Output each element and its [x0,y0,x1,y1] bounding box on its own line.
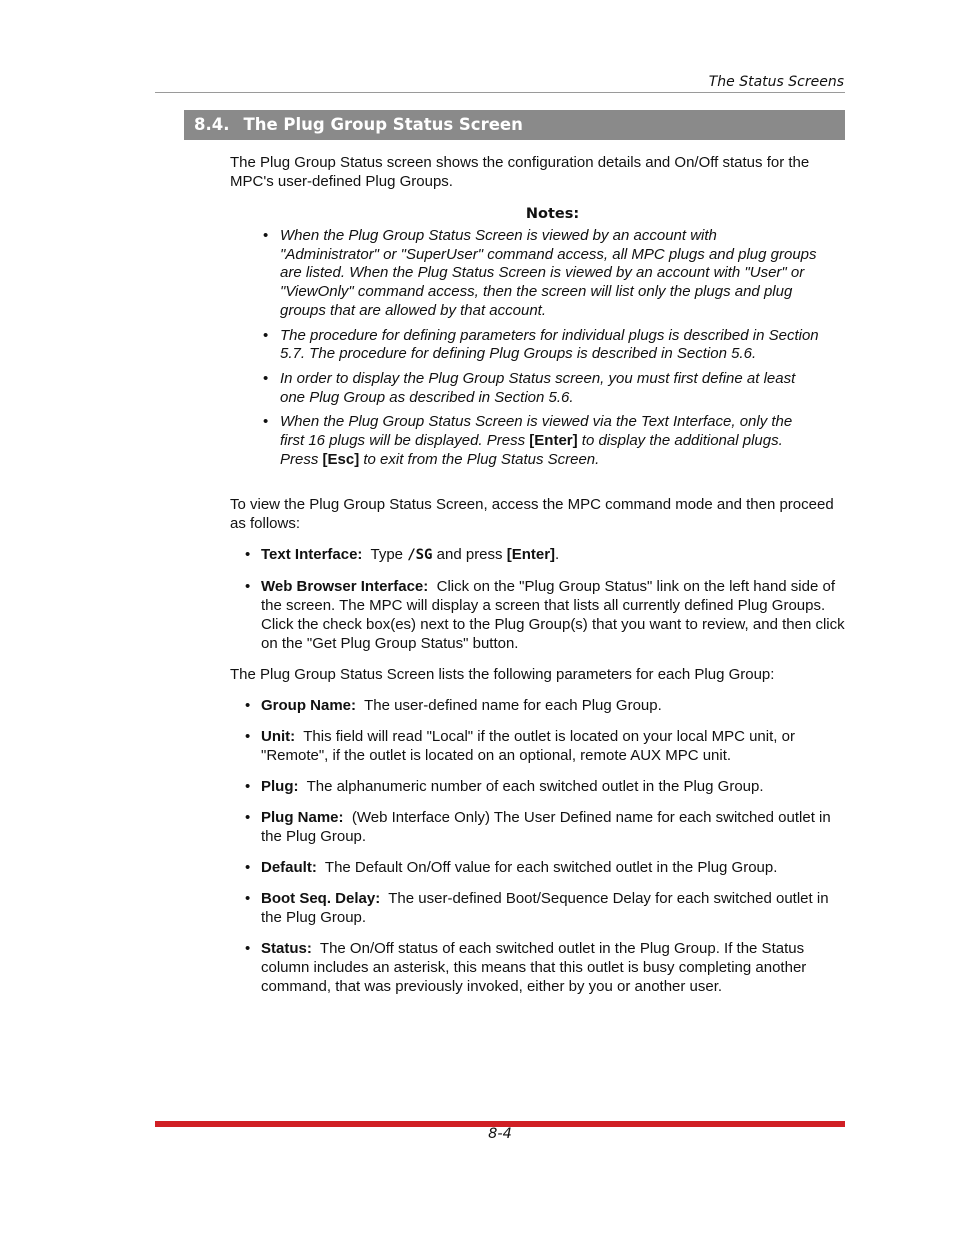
note-text: to exit from the Plug Status Screen. [359,450,600,468]
parameter-label: Group Name: [261,697,357,715]
parameter-description: The user-defined Boot/Sequence Delay for each switched outlet in the Plug Group. [261,890,829,927]
parameter-label: Plug: [261,778,299,796]
parameter-label: Default: [261,859,317,877]
step-text: Click on the "Plug Group Status" link on the left hand side of the screen. The MPC will display a screen that lists all currently defined Plug Groups. Click the check box(es) next to the Plug Group(s) that you want to review, and then click on the "Get Plug Group Status" button. [261,578,845,653]
parameter-description: The alphanumeric number of each switched outlet in the Plug Group. [306,778,764,796]
parameter-description: The user-defined name for each Plug Group. [364,697,662,715]
note-item: • The procedure for defining parameters for individual plugs is described in Section 5.7. The procedure for defining Plug Groups is described in Section 5.6. [280,327,820,364]
parameter-item [261,858,845,877]
step-text: . [555,546,560,564]
note-item: • In order to display the Plug Group Status screen, you must first define at least one Plug Group as described in Section 5.6. [280,370,820,407]
parameter-description: This field will read "Local" if the outlet is located on your local MPC unit, or "Remote", if the outlet is located on an optional, remote AUX MPC unit. [261,728,795,765]
parameter-item [261,889,845,927]
parameter-label: Unit: [261,728,296,746]
parameter-description: (Web Interface Only) The User Defined name for each switched outlet in the Plug Group. [261,809,831,846]
parameter-item [261,939,845,996]
running-header: The Status Screens [708,74,844,90]
note-item [280,413,820,469]
step-text: Type [370,546,408,564]
parameter-description: The Default On/Off value for each switched outlet in the Plug Group. [324,859,778,877]
parameter-item [261,727,845,765]
section-number: 8.4. [194,115,230,134]
page-number: 8-4 [488,1126,512,1142]
notes-heading-colon: : [573,206,580,222]
section-heading [184,110,845,140]
parameter-label: Status: [261,940,312,958]
procedure-intro: To view the Plug Group Status Screen, access the MPC command mode and then proceed as follows: [230,496,834,533]
command-text: /SG [407,547,433,564]
step-label: Web Browser Interface: [261,578,429,596]
enter-key-label: [Enter] [506,546,556,564]
steps-list [230,545,845,653]
parameter-item [261,808,845,846]
step-web-interface [261,577,845,653]
parameter-item [261,777,845,796]
notes-heading [230,205,845,224]
parameter-label: Plug Name: [261,809,344,827]
intro-paragraph: The Plug Group Status screen shows the configuration details and On/Off status for the MPC's user-defined Plug Groups. [230,154,810,190]
step-label: Text Interface: [261,546,363,564]
notes-heading-label: Notes [525,206,574,222]
enter-key-label: [Enter] [529,432,578,450]
esc-key-label: [Esc] [322,450,360,468]
parameters-list [230,696,845,996]
notes-list [230,227,820,469]
header-divider [155,92,845,93]
parameter-item [261,696,845,715]
note-text: When the Plug Group Status Screen is viewed via the Text Interface, only the first 16 plugs will be displayed. Press [280,413,793,450]
parameter-label: Boot Seq. Delay: [261,890,381,908]
note-item: • When the Plug Group Status Screen is viewed by an account with "Administrator" or "SuperUser" command access, all MPC plugs and plug groups are listed. When the Plug Status Screen is viewed by an account with "User" or "ViewOnly" command access, then the screen will list only the plugs and plug groups that are allowed by that account. [280,227,820,321]
step-text-interface [261,545,845,565]
section-title: The Plug Group Status Screen [243,115,523,134]
parameter-description: The On/Off status of each switched outlet in the Plug Group. If the Status column includes an asterisk, this means that this outlet is busy completing another command, that was previously invoked, either by you or another user. [261,940,807,996]
note-text: to display the additional plugs. Press [280,432,783,468]
parameters-intro: The Plug Group Status Screen lists the following parameters for each Plug Group: [230,666,775,684]
page-body [230,153,845,996]
step-text: and press [432,546,507,564]
